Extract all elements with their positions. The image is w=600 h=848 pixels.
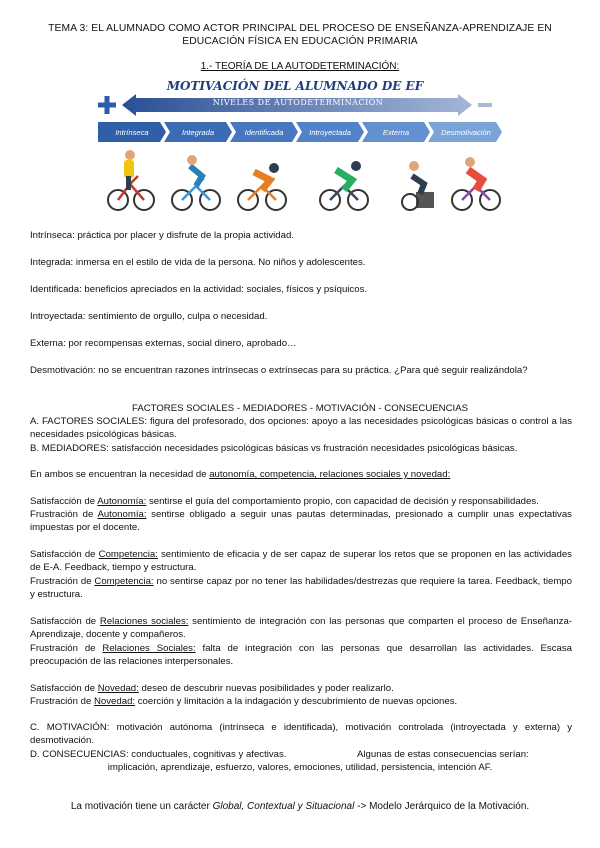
- need-name: Competencia:: [98, 549, 158, 560]
- novelty-frustration: [30, 695, 457, 708]
- cyclist-1-icon: [108, 150, 154, 210]
- label-prefix: Satisfacción de: [30, 549, 99, 560]
- competence-frustration: [30, 575, 572, 601]
- need-description: no sentirse capaz por no tener las habilidades/destrezas que requiere la tarea. Feedback, tiempo y estructura.: [30, 576, 572, 600]
- section-heading: 1.- TEORÍA DE LA AUTODETERMINACIÓN:: [200, 61, 400, 72]
- need-description: sentirse el guía del comportamiento propio, con capacidad de decisión y responsabilidades.: [146, 496, 539, 507]
- footer-italic: Global, Contextual y Situacional: [212, 801, 355, 812]
- need-description: sentirse obligado a seguir unas pautas determinadas, presionado a cumplir unas expectativas impuestas por el docente.: [30, 509, 572, 533]
- needs-intro-list: autonomía, competencia, relaciones sociales y novedad:: [209, 469, 451, 480]
- needs-intro-prefix: En ambos se encuentran la necesidad de: [30, 469, 210, 480]
- definition-identificada: Identificada: beneficios apreciados en la actividad: sociales, físicos y psíquicos.: [30, 284, 368, 295]
- levels-band-label: NIVELES DE AUTODETERMINACIÓN: [212, 98, 384, 107]
- label-prefix: Frustración de: [30, 509, 98, 520]
- plus-icon: [98, 96, 116, 114]
- stage-identificada: Identificada: [244, 127, 284, 137]
- label-prefix: Frustración de: [30, 643, 103, 654]
- infographic-title: MOTIVACIÓN DEL ALUMNADO DE EF: [166, 79, 424, 93]
- consequences-d: D. CONSECUENCIAS: conductuales, cognitivas y afectivas.: [30, 749, 287, 760]
- need-name: Relaciones Sociales:: [102, 643, 196, 654]
- cyclist-5-icon: [402, 161, 434, 210]
- stage-introyectada: Introyectada: [309, 127, 351, 137]
- consequences-note: Algunas de estas consecuencias serían:: [357, 749, 529, 760]
- motivation-infographic: [98, 79, 502, 212]
- definition-introyectada: Introyectada: sentimiento de orgullo, culpa o necesidad.: [30, 311, 268, 322]
- document-title-line-2: EDUCACIÓN FÍSICA EN EDUCACIÓN PRIMARIA: [182, 36, 418, 47]
- label-prefix: Satisfacción de: [30, 496, 98, 507]
- label-prefix: Satisfacción de: [30, 616, 100, 627]
- consequences-list: implicación, aprendizaje, esfuerzo, valores, emociones, utilidad, persistencia, intención AF.: [107, 762, 493, 773]
- relations-satisfaction: [30, 615, 572, 641]
- minus-icon: [478, 103, 492, 107]
- label-prefix: Satisfacción de: [30, 683, 98, 694]
- autonomy-frustration: [30, 508, 572, 534]
- autonomy-satisfaction: [30, 495, 572, 508]
- definition-externa: Externa: por recompensas externas, social dinero, aprobado…: [30, 338, 297, 349]
- cyclist-6-icon: [452, 157, 500, 210]
- section-heading-wrap: [0, 61, 600, 72]
- factor-b: B. MEDIADORES: satisfacción necesidades psicológicas básicas vs frustración necesidades psicológicas básicas.: [30, 443, 518, 454]
- label-prefix: Frustración de: [30, 696, 94, 707]
- definition-intrinseca: Intrínseca: práctica por placer y disfrute de la propia actividad.: [30, 230, 294, 241]
- factors-heading: FACTORES SOCIALES - MEDIADORES - MOTIVACIÓN - CONSECUENCIAS: [131, 403, 468, 414]
- footer-suffix: -> Modelo Jerárquico de la Motivación.: [354, 801, 530, 812]
- need-name: Relaciones sociales:: [99, 616, 189, 627]
- cyclist-illustrations: [98, 146, 502, 212]
- need-name: Competencia:: [94, 576, 154, 587]
- stage-integrada: Integrada: [181, 127, 215, 137]
- stage-intrinseca: Intrínseca: [115, 127, 149, 137]
- need-description: sentimiento de eficacia y de ser capaz de superar los retos que se proponen en las actividades de E-A. Feedback, tiempo y estructura.: [30, 549, 572, 573]
- cyclist-2-icon: [172, 155, 220, 210]
- need-name: Autonomía:: [97, 496, 147, 507]
- stage-desmotivacion: Desmotivación: [441, 127, 491, 137]
- relations-frustration: [30, 642, 572, 668]
- cyclist-4-icon: [320, 161, 368, 210]
- footer-prefix: La motivación tiene un carácter: [70, 801, 213, 812]
- label-prefix: Frustración de: [30, 576, 95, 587]
- need-name: Autonomía:: [97, 509, 147, 520]
- definition-integrada: Integrada: inmersa en el estilo de vida de la persona. No niños y adolescentes.: [30, 257, 366, 268]
- need-description: falta de integración con las personas que desarrollan las actividades. Escasa preocupación de las relaciones interpersonales.: [30, 643, 572, 667]
- stage-externa: Externa: [382, 127, 410, 137]
- need-name: Novedad:: [97, 683, 139, 694]
- novelty-satisfaction: [30, 682, 394, 695]
- motivation-c: C. MOTIVACIÓN: motivación autónoma (intrínseca e identificada), motivación controlada (introyectada y externa) y desmotivación.: [30, 722, 572, 746]
- need-description: deseo de descubrir nuevas posibilidades y poder realizarlo.: [138, 683, 394, 694]
- factor-a: A. FACTORES SOCIALES: figura del profesorado, dos opciones: apoyo a las necesidades psicológicas básicas o control a las necesidades psicológicas básicas.: [30, 416, 572, 440]
- footer-note: [0, 800, 600, 813]
- document-title-line-1: TEMA 3: EL ALUMNADO COMO ACTOR PRINCIPAL DEL PROCESO DE ENSEÑANZA-APRENDIZAJE EN: [48, 23, 552, 34]
- needs-intro: [30, 468, 572, 481]
- competence-satisfaction: [30, 548, 572, 574]
- cyclist-3-icon: [238, 163, 286, 210]
- need-description: sentimiento de integración con las personas que comparten el proceso de Enseñanza-Aprendizaje, docente y compañeros.: [30, 616, 572, 640]
- definition-desmotivacion: Desmotivación: no se encuentran razones intrínsecas o extrínsecas para su práctica. ¿Para qué seguir realizándola?: [30, 365, 528, 376]
- need-name: Novedad:: [94, 696, 136, 707]
- need-description: coerción y limitación a la indagación y descubrimiento de nuevas opciones.: [135, 696, 458, 707]
